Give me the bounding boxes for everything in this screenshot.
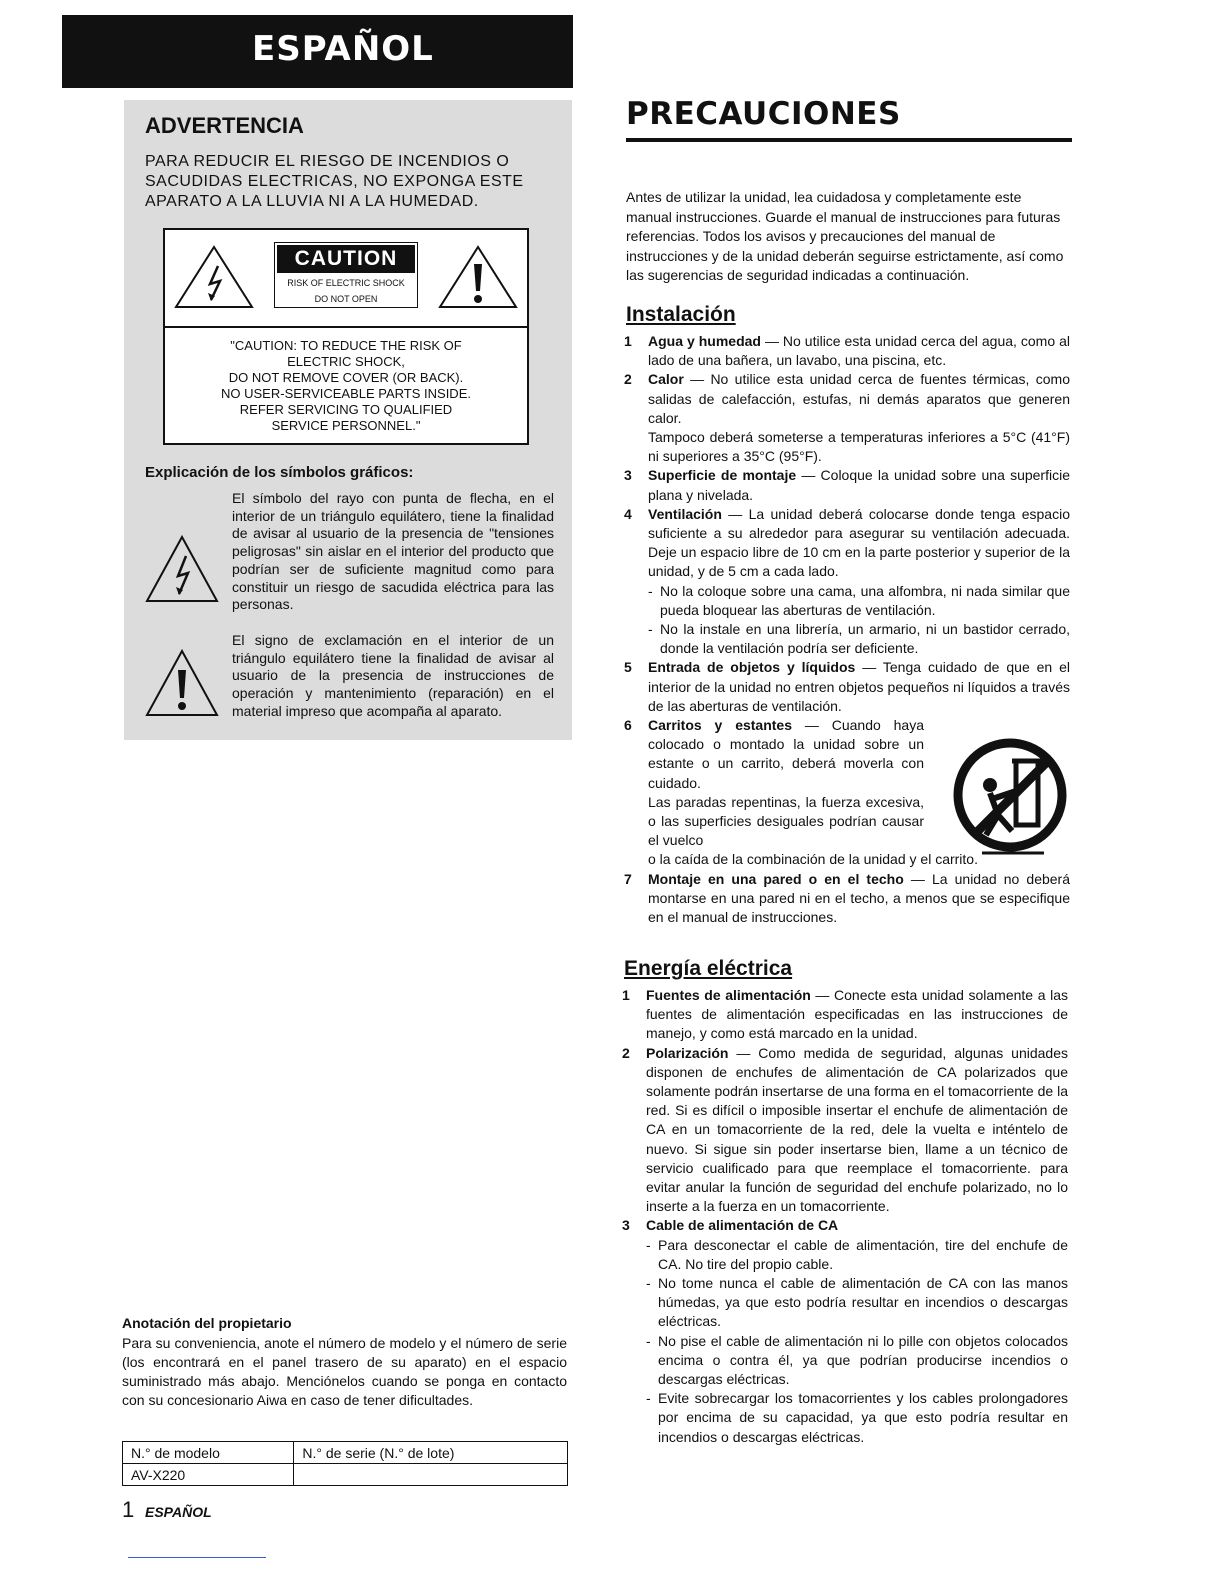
sub-item: - No pise el cable de alimentación ni lo pille con objetos colocados encima o contra él, ya que podrían producirse incendios o descargas eléctricas.	[646, 1332, 1068, 1388]
sub-item: - Evite sobrecargar los tomacorrientes y los cables prolongadores por encima de su capacidad, ya que esto podría resultar en incendios o descargas eléctricas.	[646, 1390, 1068, 1445]
lightning-symbol-text: El símbolo del rayo con punta de flecha, en el interior de un triángulo equilátero, tiene la finalidad de avisar al usuario de la presencia de "tensiones peligrosas" sin aislar en el interior del producto que podrían ser de suficiente magnitud como para constituir un riesgo de sacudida eléctrica para las personas.	[232, 490, 554, 613]
item-text: — No utilice esta unidad cerca de fuentes térmicas, como salidas de calefacción, estufas, ni demás aparatos que generen calor.	[648, 371, 1070, 426]
item-lead: Cable de alimentación de CA	[646, 1217, 839, 1234]
item-text: — Conecte esta unidad solamente a las fuentes de alimentación especificadas en las instrucciones de manejo, y como está marcado en la unidad.	[646, 987, 1068, 1042]
sub-item-text: No pise el cable de alimentación ni lo pille con objetos colocados encima o contra él, ya que podrían producirse incendios o descargas eléctricas.	[658, 1332, 1068, 1388]
sub-item-text: No la coloque sobre una cama, una alfombra, ni nada similar que pueda bloquear las aberturas de ventilación.	[660, 582, 1070, 618]
sub-item: - Para desconectar el cable de alimentación, tire del enchufe de CA. No tire del propio cable.	[646, 1236, 1068, 1272]
model-header-cell: N.° de modelo	[123, 1442, 294, 1464]
caution-plate-line1: RISK OF ELECTRIC SHOCK	[287, 278, 405, 288]
serial-header-cell: N.° de serie (N.° de lote)	[294, 1442, 568, 1464]
caution-plate-line2: DO NOT OPEN	[314, 294, 378, 304]
footer-language: ESPAÑOL	[145, 1504, 212, 1520]
owner-record-text: Para su conveniencia, anote el número de modelo y el número de serie (los encontrará en el panel trasero de su aparato) en el espacio suministrado más abajo. Menciónelos cuando se ponga en contacto con su concesionario Aiwa en caso de tener dificultades.	[122, 1335, 567, 1408]
cart-warning-icon	[946, 735, 1074, 861]
item-lead: Montaje en una pared o en el techo	[648, 870, 904, 887]
item-number: 7	[624, 870, 632, 887]
sub-item: - No la coloque sobre una cama, una alfombra, ni nada similar que pueda bloquear las aberturas de ventilación.	[648, 582, 1070, 618]
sub-item-text: No tome nunca el cable de alimentación de CA con las manos húmedas, ya que esto podría resultar en incendios o descargas eléctricas.	[658, 1275, 1068, 1330]
list-item	[624, 658, 1070, 716]
exclamation-triangle-icon	[144, 648, 220, 718]
item-lead: Carritos y estantes	[648, 717, 792, 734]
list-item	[624, 466, 1070, 504]
item-number: 3	[622, 1217, 630, 1234]
item-number: 6	[624, 717, 632, 734]
item-lead: Superficie de montaje	[648, 467, 797, 484]
item-number: 4	[624, 505, 632, 522]
item-text: — Tenga cuidado de que en el interior de la unidad no entren objetos pequeños ni líquidos a través de las aberturas de ventilación.	[648, 659, 1071, 714]
owner-record-table	[122, 1441, 568, 1486]
symbols-title: Explicación de los símbolos gráficos:	[145, 464, 414, 481]
language-header	[62, 15, 573, 88]
sub-item-text: No la instale en una librería, un armario, ni un bastidor cerrado, donde la ventilación podría ser deficiente.	[660, 621, 1070, 657]
item-number: 1	[624, 333, 632, 349]
item-tail-text: o la caída de la combinación de la unidad y el carrito.	[648, 851, 978, 868]
installation-title: Instalación	[626, 303, 736, 326]
item-lead: Agua y humedad	[648, 333, 761, 349]
item-extra-text: Las paradas repentinas, la fuerza excesiva, o las superficies desiguales podrían causar el vuelco	[648, 793, 924, 849]
sub-item: - No tome nunca el cable de alimentación de CA con las manos húmedas, ya que esto podría resultar en incendios o descargas eléctricas.	[646, 1275, 1068, 1330]
sub-item: - No la instale en una librería, un armario, ni un bastidor cerrado, donde la ventilación podría ser deficiente.	[648, 621, 1070, 657]
list-item	[622, 986, 1068, 1044]
list-item	[624, 332, 1070, 370]
warning-title: ADVERTENCIA	[145, 113, 304, 138]
item-text: — La unidad deberá colocarse donde tenga espacio suficiente a su alrededor para asegurar su ventilación adecuada. Deje un espacio libre de 10 cm en la parte posterior y superior de la unidad, y de 5 cm a cada lado.	[648, 505, 1070, 580]
power-list	[622, 986, 1068, 1447]
item-lead: Fuentes de alimentación	[646, 987, 811, 1003]
item-text: — Como medida de seguridad, algunas unidades disponen de enchufes de alimentación de CA polarizados que solamente podrán insertarse de una forma en el tomacorriente de la red. Si es difícil o imposible insertar el enchufe de alimentación de CA en un tomacorriente de la red, dele la vuelta e inténtelo de nuevo. Si sigue sin poder insertarse bien, llame a un técnico de servicio cualificado para que reemplace el tomacorriente. para evitar anular la función de seguridad del enchufe polarizado, no lo inserte a la fuerza en un tomacorriente.	[646, 1044, 1068, 1215]
item-number: 3	[624, 467, 632, 484]
item-text: — La unidad no deberá montarse en una pared ni en el techo, a menos que se especifique en el manual de instrucciones.	[648, 870, 1071, 926]
item-text: — Cuando haya colocado o montado la unidad sobre un estante o un carrito, deberá moverla con cuidado.	[648, 717, 924, 791]
model-value-cell: AV-X220	[123, 1464, 294, 1486]
item-extra-text: Tampoco deberá someterse a temperaturas inferiores a 5°C (41°F) ni superiores a 35°C (95°F).	[648, 429, 1070, 465]
item-text: — Coloque la unidad sobre una superficie plana y nivelada.	[648, 467, 1070, 503]
caution-text: "CAUTION: TO REDUCE THE RISK OF ELECTRIC SHOCK, DO NOT REMOVE COVER (OR BACK). NO USER-SERVICEABLE PARTS INSIDE. REFER SERVICING TO QUALIFIED SERVICE PERSONNEL."	[221, 338, 471, 433]
list-item	[624, 370, 1070, 466]
item-lead: Ventilación	[648, 505, 722, 522]
list-item	[622, 1216, 1068, 1446]
list-item	[624, 505, 1070, 659]
language-label: ESPAÑOL	[252, 29, 434, 69]
caution-divider	[163, 326, 529, 328]
serial-value-cell	[294, 1464, 568, 1486]
item-number: 5	[624, 659, 632, 676]
owner-record-title: Anotación del propietario	[122, 1315, 292, 1331]
item-lead: Entrada de objetos y líquidos	[648, 659, 856, 676]
item-lead: Polarización	[646, 1044, 729, 1061]
lightning-triangle-icon	[144, 534, 220, 604]
list-item	[624, 870, 1070, 928]
item-lead: Calor	[648, 371, 684, 388]
page-title: PRECAUCIONES	[626, 96, 901, 132]
power-title: Energía eléctrica	[624, 957, 793, 980]
sub-item-text: Para desconectar el cable de alimentación, tire del enchufe de CA. No tire del propio cable.	[658, 1236, 1068, 1272]
title-rule	[626, 138, 1072, 142]
list-item	[622, 1044, 1068, 1217]
item-number: 1	[622, 987, 630, 1003]
item-text: — No utilice esta unidad cerca del agua, como al lado de una bañera, un lavabo, una piscina, etc.	[648, 333, 1070, 369]
exclamation-symbol-text: El signo de exclamación en el interior de un triángulo equilátero tiene la finalidad de avisar al usuario de la presencia de instrucciones de operación y mantenimiento (reparación) en el material impreso que acompaña al aparato.	[232, 632, 554, 719]
sub-item-text: Evite sobrecargar los tomacorrientes y los cables prolongadores por encima de su capacidad, ya que esto podría resultar en incendios o descargas eléctricas.	[658, 1390, 1068, 1445]
warning-text: PARA REDUCIR EL RIESGO DE INCENDIOS O SACUDIDAS ELECTRICAS, NO EXPONGA ESTE APARATO A LA LLUVIA NI A LA HUMEDAD.	[145, 153, 524, 210]
caution-word: CAUTION	[277, 245, 415, 273]
table-row	[123, 1464, 568, 1486]
lightning-triangle-icon	[173, 244, 255, 310]
item-number: 2	[622, 1044, 630, 1061]
exclamation-triangle-icon	[437, 244, 519, 310]
table-row	[123, 1442, 568, 1464]
page-number: 1	[122, 1497, 135, 1522]
footer-rule	[128, 1557, 266, 1558]
item-number: 2	[624, 371, 632, 388]
intro-text: Antes de utilizar la unidad, lea cuidadosa y completamente este manual instrucciones. Guarde el manual de instrucciones para futuras referencias. Todos los avisos y precauciones del manual de instrucciones y de la unidad deberán seguirse estrictamente, así como las sugerencias de seguridad indicadas a continuación.	[626, 189, 1064, 283]
